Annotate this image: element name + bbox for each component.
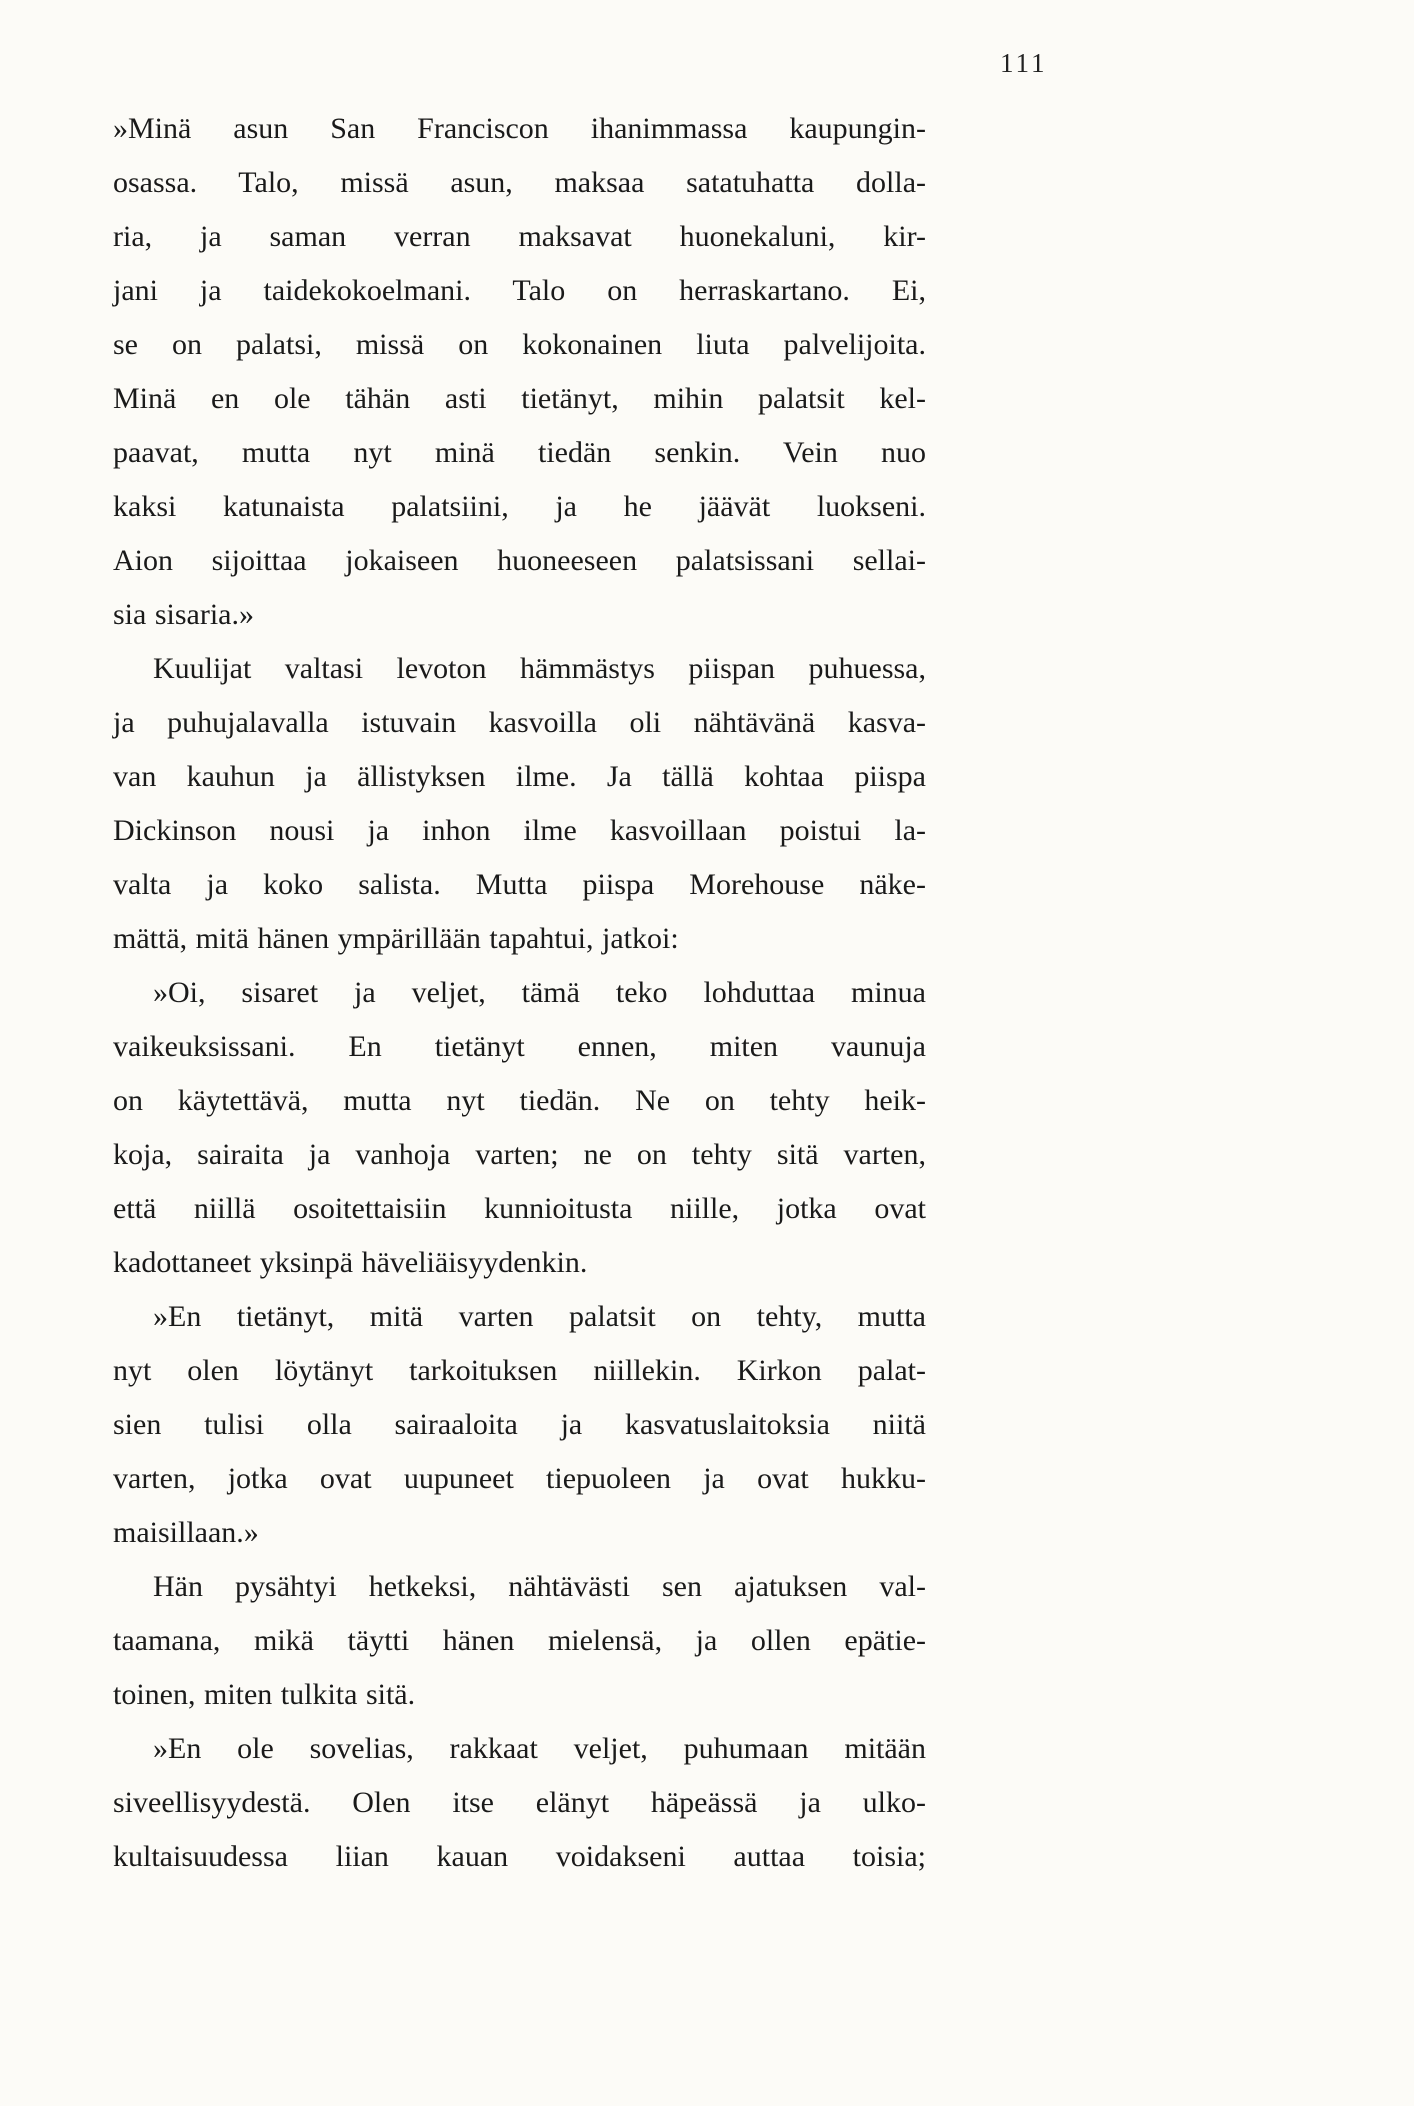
text-line: sia sisaria.»	[113, 598, 254, 631]
text-line: nyt olen löytänyt tarkoituksen niillekin. Kirkon palat-	[113, 1354, 926, 1387]
text-line: taamana, mikä täytti hänen mielensä, ja ollen epätie-	[113, 1624, 926, 1657]
text-line: ja puhujalavalla istuvain kasvoilla oli nähtävänä kasva-	[113, 706, 926, 739]
text-line: että niillä osoitettaisiin kunnioitusta niille, jotka ovat	[113, 1192, 926, 1225]
text-line: »En ole sovelias, rakkaat veljet, puhumaan mitään	[153, 1732, 926, 1765]
text-line: kaksi katunaista palatsiini, ja he jäävät luokseni.	[113, 490, 926, 523]
text-line: kultaisuudessa liian kauan voidakseni auttaa toisia;	[113, 1840, 926, 1873]
paragraph	[113, 1290, 926, 1560]
text-line: »En tietänyt, mitä varten palatsit on tehty, mutta	[153, 1300, 926, 1333]
text-line: Aion sijoittaa jokaiseen huoneeseen palatsissani sellai-	[113, 544, 926, 577]
paragraph	[113, 966, 926, 1290]
text-line: Dickinson nousi ja inhon ilme kasvoillaan poistui la-	[113, 814, 926, 847]
text-line: koja, sairaita ja vanhoja varten; ne on tehty sitä varten,	[113, 1138, 926, 1171]
text-line: toinen, miten tulkita sitä.	[113, 1678, 416, 1711]
text-line: ria, ja saman verran maksavat huonekaluni, kir-	[113, 220, 926, 253]
text-line: osassa. Talo, missä asun, maksaa satatuhatta dolla-	[113, 166, 926, 199]
paragraph	[113, 102, 926, 642]
text-line: »Oi, sisaret ja veljet, tämä teko lohduttaa minua	[153, 976, 926, 1009]
text-line: vaikeuksissani. En tietänyt ennen, miten vaunuja	[113, 1030, 926, 1063]
text-line: Minä en ole tähän asti tietänyt, mihin palatsit kel-	[113, 382, 926, 415]
text-line: jani ja taidekokoelmani. Talo on herraskartano. Ei,	[113, 274, 926, 307]
text-line: sien tulisi olla sairaaloita ja kasvatuslaitoksia niitä	[113, 1408, 926, 1441]
text-line: mättä, mitä hänen ympärillään tapahtui, jatkoi:	[113, 922, 679, 955]
text-line: siveellisyydestä. Olen itse elänyt häpeässä ja ulko-	[113, 1786, 926, 1819]
text-line: paavat, mutta nyt minä tiedän senkin. Vein nuo	[113, 436, 926, 469]
text-line: maisillaan.»	[113, 1516, 259, 1549]
page-number: 111	[1000, 48, 1048, 78]
text-line: Kuulijat valtasi levoton hämmästys piispan puhuessa,	[153, 652, 926, 685]
text-line: varten, jotka ovat uupuneet tiepuoleen ja ovat hukku-	[113, 1462, 926, 1495]
paragraph	[113, 642, 926, 966]
text-line: van kauhun ja ällistyksen ilme. Ja tällä kohtaa piispa	[113, 760, 926, 793]
text-line: Hän pysähtyi hetkeksi, nähtävästi sen ajatuksen val-	[153, 1570, 926, 1603]
paragraph	[113, 1560, 926, 1722]
paragraph	[113, 1722, 926, 1884]
text-block	[113, 102, 926, 1884]
text-line: »Minä asun San Franciscon ihanimmassa kaupungin-	[113, 112, 926, 145]
text-line: kadottaneet yksinpä häveliäisyydenkin.	[113, 1246, 588, 1279]
text-line: se on palatsi, missä on kokonainen liuta palvelijoita.	[113, 328, 926, 361]
text-line: valta ja koko salista. Mutta piispa Morehouse näke-	[113, 868, 926, 901]
text-line: on käytettävä, mutta nyt tiedän. Ne on tehty heik-	[113, 1084, 926, 1117]
